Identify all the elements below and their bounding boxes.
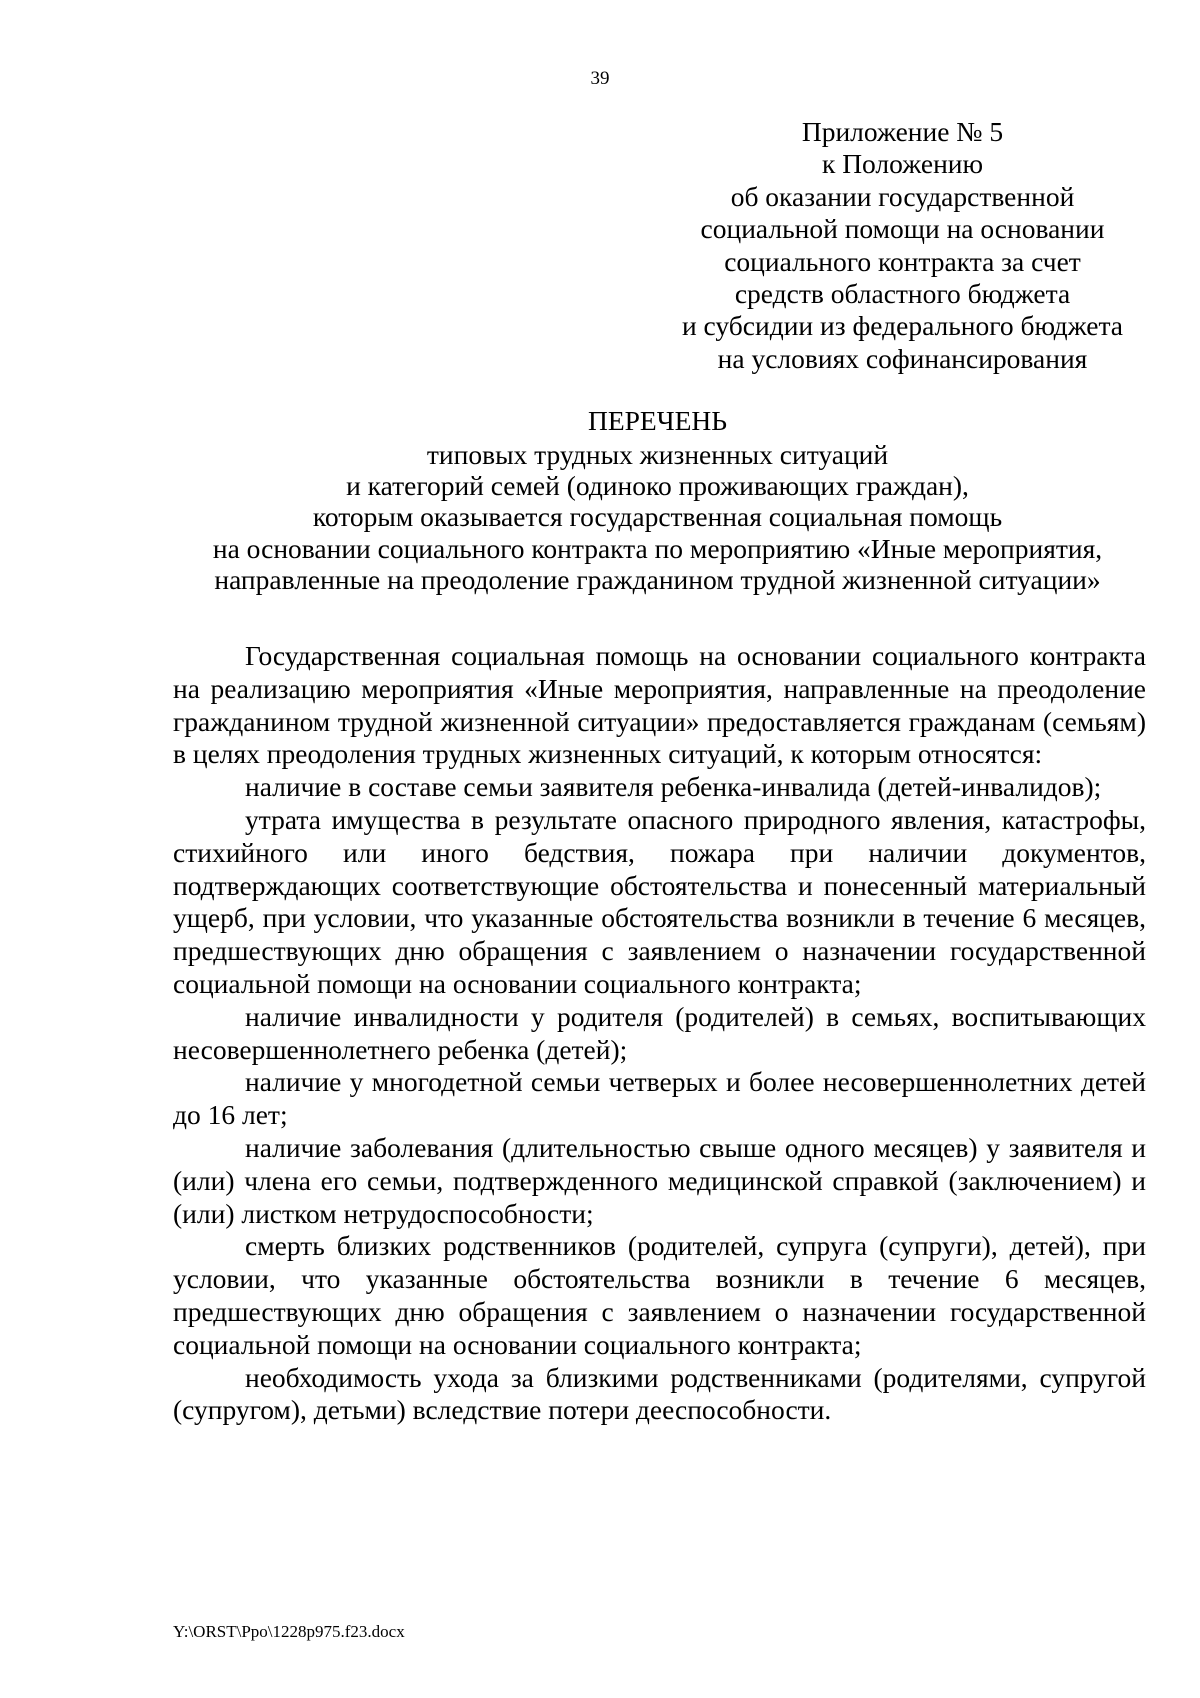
document-body [173,640,1146,1427]
subtitle-line: типовых трудных жизненных ситуаций [426,439,889,470]
appendix-line: на условиях софинансирования [717,342,1088,374]
body-paragraph: Государственная социальная помощь на основании социального контракта на реализацию мероприятия «Иные мероприятия, направленные на преодоление гражданином трудной жизненной ситуации» предоставляется гражданам (семьям) в целях преодоления трудных жизненных ситуаций, к которым относятся: [173,640,1146,770]
body-paragraph: наличие в составе семьи заявителя ребенка-инвалида (детей-инвалидов); [245,771,1102,803]
subtitle-line: направленные на преодоление гражданином трудной жизненной ситуации» [214,563,1101,595]
body-paragraph: смерть близких родственников (родителей, супруга (супруги), детей), при условии, что указанные обстоятельства возникли в течение 6 месяцев, предшествующих дню обращения с заявлением о назначении государственной социальной помощи на основании социального контракта; [173,1230,1146,1360]
appendix-line: средств областного бюджета [734,278,1071,310]
document-title-block [165,404,1150,595]
body-paragraph: утрата имущества в результате опасного природного явления, катастрофы, стихийного или иного бедствия, пожара при наличии документов, подтверждающих соответствующие обстоятельства и понесенный материальный ущерб, при условии, что указанные обстоятельства возникли в течение 6 месяцев, предшествующих дню обращения с заявлением о назначении государственной социальной помощи на основании социального контракта; [173,803,1146,999]
appendix-line: социального контракта за счет [724,245,1081,277]
appendix-header [660,116,1145,375]
page-number: 39 [590,68,610,89]
subtitle-line: на основании социального контракта по мероприятию «Иные мероприятия, [212,532,1103,564]
subtitle-line: и категорий семей (одиноко проживающих граждан), [346,470,969,502]
document-title: ПЕРЕЧЕНЬ [587,405,728,436]
body-paragraph: необходимость ухода за близкими родственниками (родителями, супругой (супругом), детьми) вследствие потери дееспособности. [173,1361,1146,1426]
body-paragraph: наличие инвалидности у родителя (родителей) в семьях, воспитывающих несовершеннолетнего ребенка (детей); [173,1000,1146,1065]
appendix-line: социальной помощи на основании [700,213,1105,245]
body-paragraph: наличие заболевания (длительностью свыше одного месяцев) у заявителя и (или) члена его семьи, подтвержденного медицинской справкой (заключением) и (или) листком нетрудоспособности; [173,1131,1146,1229]
body-paragraph: наличие у многодетной семьи четверых и более несовершеннолетних детей до 16 лет; [173,1066,1146,1131]
footer-file-path: Y:\ORST\Ppo\1228p975.f23.docx [173,1622,405,1641]
appendix-line: к Положению [821,148,984,180]
appendix-line: об оказании государственной [730,180,1075,212]
subtitle-line: которым оказывается государственная социальная помощь [312,501,1003,533]
appendix-line: и субсидии из федерального бюджета [681,310,1124,342]
appendix-line: Приложение № 5 [801,116,1004,147]
